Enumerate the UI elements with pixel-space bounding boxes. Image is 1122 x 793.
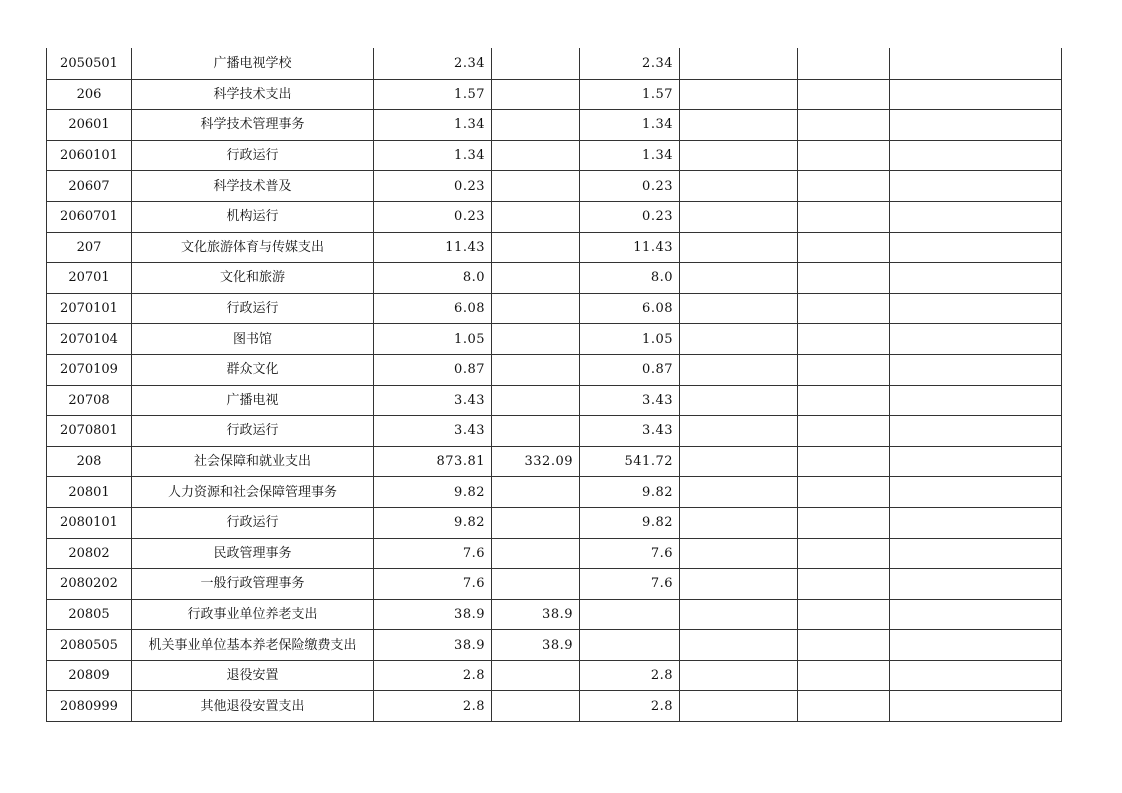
project-expenditure-cell: 7.6 xyxy=(580,538,680,569)
table-row xyxy=(47,385,1062,416)
total-cell: 11.43 xyxy=(374,232,492,263)
item-name-cell: 行政事业单位养老支出 xyxy=(132,599,374,630)
empty-cell xyxy=(890,49,1062,80)
item-name-cell: 科学技术支出 xyxy=(132,79,374,110)
empty-cell xyxy=(798,385,890,416)
code-cell: 206 xyxy=(47,79,132,110)
basic-expenditure-cell: 332.09 xyxy=(492,446,580,477)
item-name-cell: 广播电视 xyxy=(132,385,374,416)
empty-cell xyxy=(798,599,890,630)
code-cell: 2050501 xyxy=(47,49,132,80)
code-cell: 20801 xyxy=(47,477,132,508)
empty-cell xyxy=(798,263,890,294)
table-row xyxy=(47,630,1062,661)
empty-cell xyxy=(680,293,798,324)
empty-cell xyxy=(680,660,798,691)
table-row xyxy=(47,171,1062,202)
table-row xyxy=(47,201,1062,232)
total-cell: 0.23 xyxy=(374,201,492,232)
table-row xyxy=(47,446,1062,477)
empty-cell xyxy=(680,324,798,355)
item-name-cell: 行政运行 xyxy=(132,293,374,324)
total-cell: 873.81 xyxy=(374,446,492,477)
code-cell: 20701 xyxy=(47,263,132,294)
empty-cell xyxy=(798,110,890,141)
empty-cell xyxy=(798,201,890,232)
total-cell: 8.0 xyxy=(374,263,492,294)
empty-cell xyxy=(890,232,1062,263)
empty-cell xyxy=(798,416,890,447)
table-row xyxy=(47,354,1062,385)
empty-cell xyxy=(680,354,798,385)
item-name-cell: 行政运行 xyxy=(132,140,374,171)
empty-cell xyxy=(798,324,890,355)
total-cell: 1.57 xyxy=(374,79,492,110)
empty-cell xyxy=(890,354,1062,385)
basic-expenditure-cell xyxy=(492,569,580,600)
code-cell: 2080101 xyxy=(47,507,132,538)
table-row xyxy=(47,507,1062,538)
total-cell: 0.23 xyxy=(374,171,492,202)
code-cell: 2060101 xyxy=(47,140,132,171)
empty-cell xyxy=(680,385,798,416)
empty-cell xyxy=(680,691,798,722)
total-cell: 38.9 xyxy=(374,599,492,630)
item-name-cell: 群众文化 xyxy=(132,354,374,385)
empty-cell xyxy=(680,110,798,141)
empty-cell xyxy=(798,232,890,263)
table-row xyxy=(47,324,1062,355)
empty-cell xyxy=(890,171,1062,202)
table-row xyxy=(47,49,1062,80)
empty-cell xyxy=(798,79,890,110)
basic-expenditure-cell xyxy=(492,79,580,110)
total-cell: 7.6 xyxy=(374,538,492,569)
project-expenditure-cell: 0.23 xyxy=(580,171,680,202)
project-expenditure-cell: 541.72 xyxy=(580,446,680,477)
table-row xyxy=(47,538,1062,569)
item-name-cell: 广播电视学校 xyxy=(132,49,374,80)
code-cell: 2070109 xyxy=(47,354,132,385)
empty-cell xyxy=(680,630,798,661)
item-name-cell: 民政管理事务 xyxy=(132,538,374,569)
code-cell: 2070104 xyxy=(47,324,132,355)
empty-cell xyxy=(680,477,798,508)
code-cell: 2060701 xyxy=(47,201,132,232)
project-expenditure-cell: 9.82 xyxy=(580,477,680,508)
code-cell: 2080202 xyxy=(47,569,132,600)
basic-expenditure-cell xyxy=(492,232,580,263)
empty-cell xyxy=(680,599,798,630)
item-name-cell: 机关事业单位基本养老保险缴费支出 xyxy=(132,630,374,661)
empty-cell xyxy=(890,140,1062,171)
empty-cell xyxy=(798,293,890,324)
empty-cell xyxy=(680,171,798,202)
code-cell: 2070801 xyxy=(47,416,132,447)
empty-cell xyxy=(680,79,798,110)
basic-expenditure-cell xyxy=(492,49,580,80)
total-cell: 2.34 xyxy=(374,49,492,80)
empty-cell xyxy=(680,569,798,600)
basic-expenditure-cell xyxy=(492,385,580,416)
empty-cell xyxy=(890,293,1062,324)
code-cell: 20805 xyxy=(47,599,132,630)
code-cell: 208 xyxy=(47,446,132,477)
empty-cell xyxy=(798,477,890,508)
project-expenditure-cell: 1.34 xyxy=(580,110,680,141)
empty-cell xyxy=(798,538,890,569)
empty-cell xyxy=(890,201,1062,232)
basic-expenditure-cell xyxy=(492,201,580,232)
code-cell: 2080505 xyxy=(47,630,132,661)
empty-cell xyxy=(890,79,1062,110)
empty-cell xyxy=(890,660,1062,691)
table-row xyxy=(47,569,1062,600)
empty-cell xyxy=(798,691,890,722)
empty-cell xyxy=(890,477,1062,508)
total-cell: 7.6 xyxy=(374,569,492,600)
empty-cell xyxy=(680,416,798,447)
item-name-cell: 图书馆 xyxy=(132,324,374,355)
empty-cell xyxy=(890,110,1062,141)
project-expenditure-cell: 2.34 xyxy=(580,49,680,80)
project-expenditure-cell: 6.08 xyxy=(580,293,680,324)
table-row xyxy=(47,691,1062,722)
table-row xyxy=(47,599,1062,630)
total-cell: 1.05 xyxy=(374,324,492,355)
empty-cell xyxy=(680,201,798,232)
basic-expenditure-cell: 38.9 xyxy=(492,599,580,630)
project-expenditure-cell xyxy=(580,599,680,630)
project-expenditure-cell: 1.05 xyxy=(580,324,680,355)
basic-expenditure-cell xyxy=(492,660,580,691)
basic-expenditure-cell xyxy=(492,140,580,171)
table-row xyxy=(47,110,1062,141)
empty-cell xyxy=(890,691,1062,722)
total-cell: 2.8 xyxy=(374,660,492,691)
basic-expenditure-cell: 38.9 xyxy=(492,630,580,661)
table-row xyxy=(47,263,1062,294)
empty-cell xyxy=(798,354,890,385)
empty-cell xyxy=(680,140,798,171)
total-cell: 2.8 xyxy=(374,691,492,722)
basic-expenditure-cell xyxy=(492,324,580,355)
total-cell: 3.43 xyxy=(374,416,492,447)
basic-expenditure-cell xyxy=(492,416,580,447)
basic-expenditure-cell xyxy=(492,171,580,202)
code-cell: 20809 xyxy=(47,660,132,691)
basic-expenditure-cell xyxy=(492,691,580,722)
empty-cell xyxy=(798,171,890,202)
empty-cell xyxy=(798,569,890,600)
total-cell: 1.34 xyxy=(374,110,492,141)
total-cell: 1.34 xyxy=(374,140,492,171)
basic-expenditure-cell xyxy=(492,507,580,538)
basic-expenditure-cell xyxy=(492,477,580,508)
empty-cell xyxy=(890,324,1062,355)
code-cell: 20607 xyxy=(47,171,132,202)
item-name-cell: 其他退役安置支出 xyxy=(132,691,374,722)
empty-cell xyxy=(890,630,1062,661)
empty-cell xyxy=(890,263,1062,294)
total-cell: 9.82 xyxy=(374,507,492,538)
total-cell: 0.87 xyxy=(374,354,492,385)
empty-cell xyxy=(798,49,890,80)
empty-cell xyxy=(798,630,890,661)
project-expenditure-cell: 2.8 xyxy=(580,660,680,691)
basic-expenditure-cell xyxy=(492,110,580,141)
project-expenditure-cell: 0.87 xyxy=(580,354,680,385)
project-expenditure-cell: 8.0 xyxy=(580,263,680,294)
project-expenditure-cell: 3.43 xyxy=(580,385,680,416)
table-row xyxy=(47,416,1062,447)
item-name-cell: 人力资源和社会保障管理事务 xyxy=(132,477,374,508)
basic-expenditure-cell xyxy=(492,293,580,324)
empty-cell xyxy=(680,507,798,538)
empty-cell xyxy=(798,140,890,171)
project-expenditure-cell: 11.43 xyxy=(580,232,680,263)
item-name-cell: 科学技术普及 xyxy=(132,171,374,202)
table-row xyxy=(47,660,1062,691)
table-row xyxy=(47,477,1062,508)
project-expenditure-cell: 1.57 xyxy=(580,79,680,110)
project-expenditure-cell: 2.8 xyxy=(580,691,680,722)
item-name-cell: 科学技术管理事务 xyxy=(132,110,374,141)
expenditure-table xyxy=(46,48,1062,722)
item-name-cell: 行政运行 xyxy=(132,507,374,538)
empty-cell xyxy=(890,538,1062,569)
total-cell: 9.82 xyxy=(374,477,492,508)
empty-cell xyxy=(798,660,890,691)
project-expenditure-cell: 3.43 xyxy=(580,416,680,447)
project-expenditure-cell: 7.6 xyxy=(580,569,680,600)
item-name-cell: 机构运行 xyxy=(132,201,374,232)
empty-cell xyxy=(890,385,1062,416)
item-name-cell: 行政运行 xyxy=(132,416,374,447)
table-row xyxy=(47,140,1062,171)
project-expenditure-cell xyxy=(580,630,680,661)
code-cell: 20708 xyxy=(47,385,132,416)
empty-cell xyxy=(890,446,1062,477)
project-expenditure-cell: 0.23 xyxy=(580,201,680,232)
basic-expenditure-cell xyxy=(492,538,580,569)
empty-cell xyxy=(798,446,890,477)
empty-cell xyxy=(890,507,1062,538)
project-expenditure-cell: 9.82 xyxy=(580,507,680,538)
basic-expenditure-cell xyxy=(492,354,580,385)
project-expenditure-cell: 1.34 xyxy=(580,140,680,171)
code-cell: 2070101 xyxy=(47,293,132,324)
empty-cell xyxy=(680,446,798,477)
item-name-cell: 一般行政管理事务 xyxy=(132,569,374,600)
empty-cell xyxy=(798,507,890,538)
empty-cell xyxy=(680,232,798,263)
total-cell: 6.08 xyxy=(374,293,492,324)
table-row xyxy=(47,232,1062,263)
empty-cell xyxy=(890,416,1062,447)
empty-cell xyxy=(890,599,1062,630)
empty-cell xyxy=(680,263,798,294)
empty-cell xyxy=(680,538,798,569)
item-name-cell: 文化和旅游 xyxy=(132,263,374,294)
empty-cell xyxy=(890,569,1062,600)
table-row xyxy=(47,293,1062,324)
total-cell: 3.43 xyxy=(374,385,492,416)
code-cell: 207 xyxy=(47,232,132,263)
empty-cell xyxy=(680,49,798,80)
code-cell: 2080999 xyxy=(47,691,132,722)
code-cell: 20601 xyxy=(47,110,132,141)
item-name-cell: 文化旅游体育与传媒支出 xyxy=(132,232,374,263)
table-body xyxy=(47,49,1062,722)
item-name-cell: 社会保障和就业支出 xyxy=(132,446,374,477)
basic-expenditure-cell xyxy=(492,263,580,294)
code-cell: 20802 xyxy=(47,538,132,569)
item-name-cell: 退役安置 xyxy=(132,660,374,691)
table-row xyxy=(47,79,1062,110)
total-cell: 38.9 xyxy=(374,630,492,661)
